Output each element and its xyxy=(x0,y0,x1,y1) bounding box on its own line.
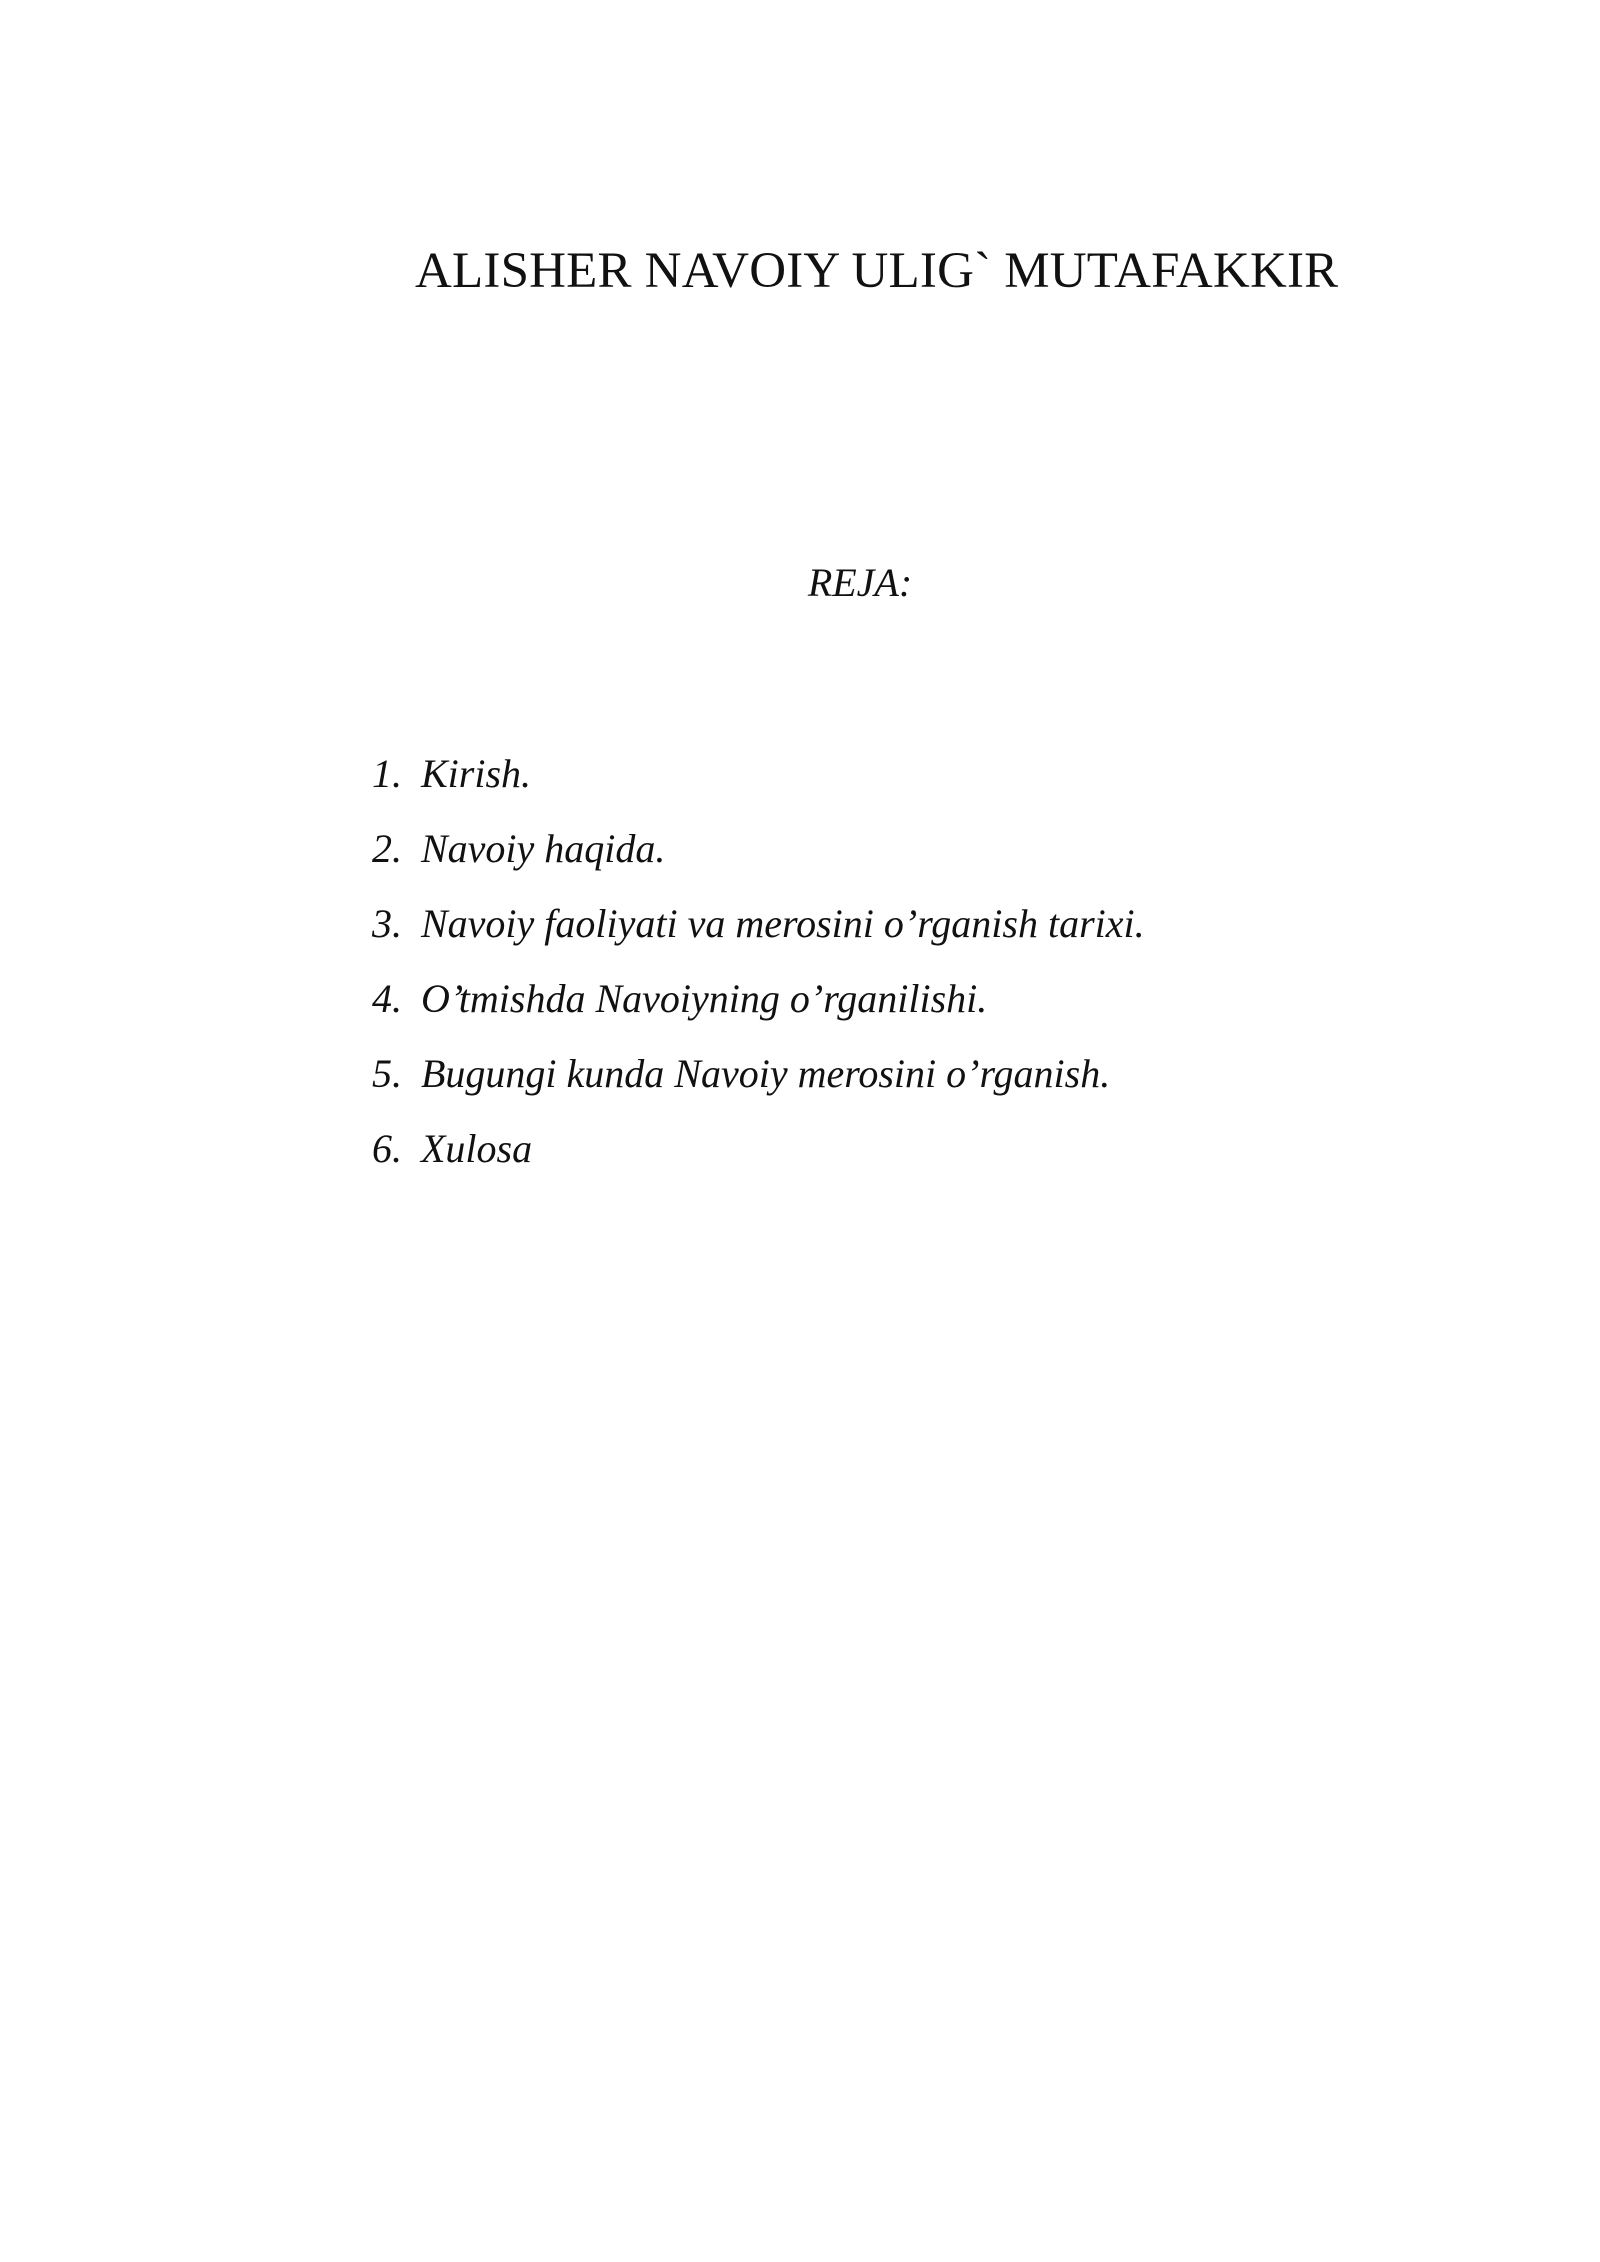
plan-item-6 xyxy=(372,1127,1145,1202)
plan-item-text: Navoiy faoliyati va merosini o’rganish tarixi. xyxy=(421,901,1145,946)
plan-item-number: 3. xyxy=(372,901,402,946)
plan-item-5 xyxy=(372,1052,1145,1127)
plan-item-text: Xulosa xyxy=(421,1126,533,1171)
plan-item-number: 5. xyxy=(372,1051,402,1096)
plan-item-text: Navoiy haqida. xyxy=(421,826,666,871)
plan-item-2 xyxy=(372,827,1145,902)
plan-heading: REJA: xyxy=(807,560,913,605)
plan-item-text: Kirish. xyxy=(421,751,532,796)
plan-item-number: 2. xyxy=(372,826,402,871)
plan-item-text: Bugungi kunda Navoiy merosini o’rganish. xyxy=(421,1051,1111,1096)
plan-item-number: 6. xyxy=(372,1126,402,1171)
plan-item-1 xyxy=(372,752,1145,827)
plan-item-text: O’tmishda Navoiyning o’rganilishi. xyxy=(421,976,988,1021)
plan-list xyxy=(372,752,1145,1202)
plan-item-number: 1. xyxy=(372,751,402,796)
plan-item-4 xyxy=(372,977,1145,1052)
plan-item-3 xyxy=(372,902,1145,977)
document-title: ALISHER NAVOIY ULIG` MUTAFAKKIR xyxy=(415,243,1339,299)
plan-item-number: 4. xyxy=(372,976,402,1021)
